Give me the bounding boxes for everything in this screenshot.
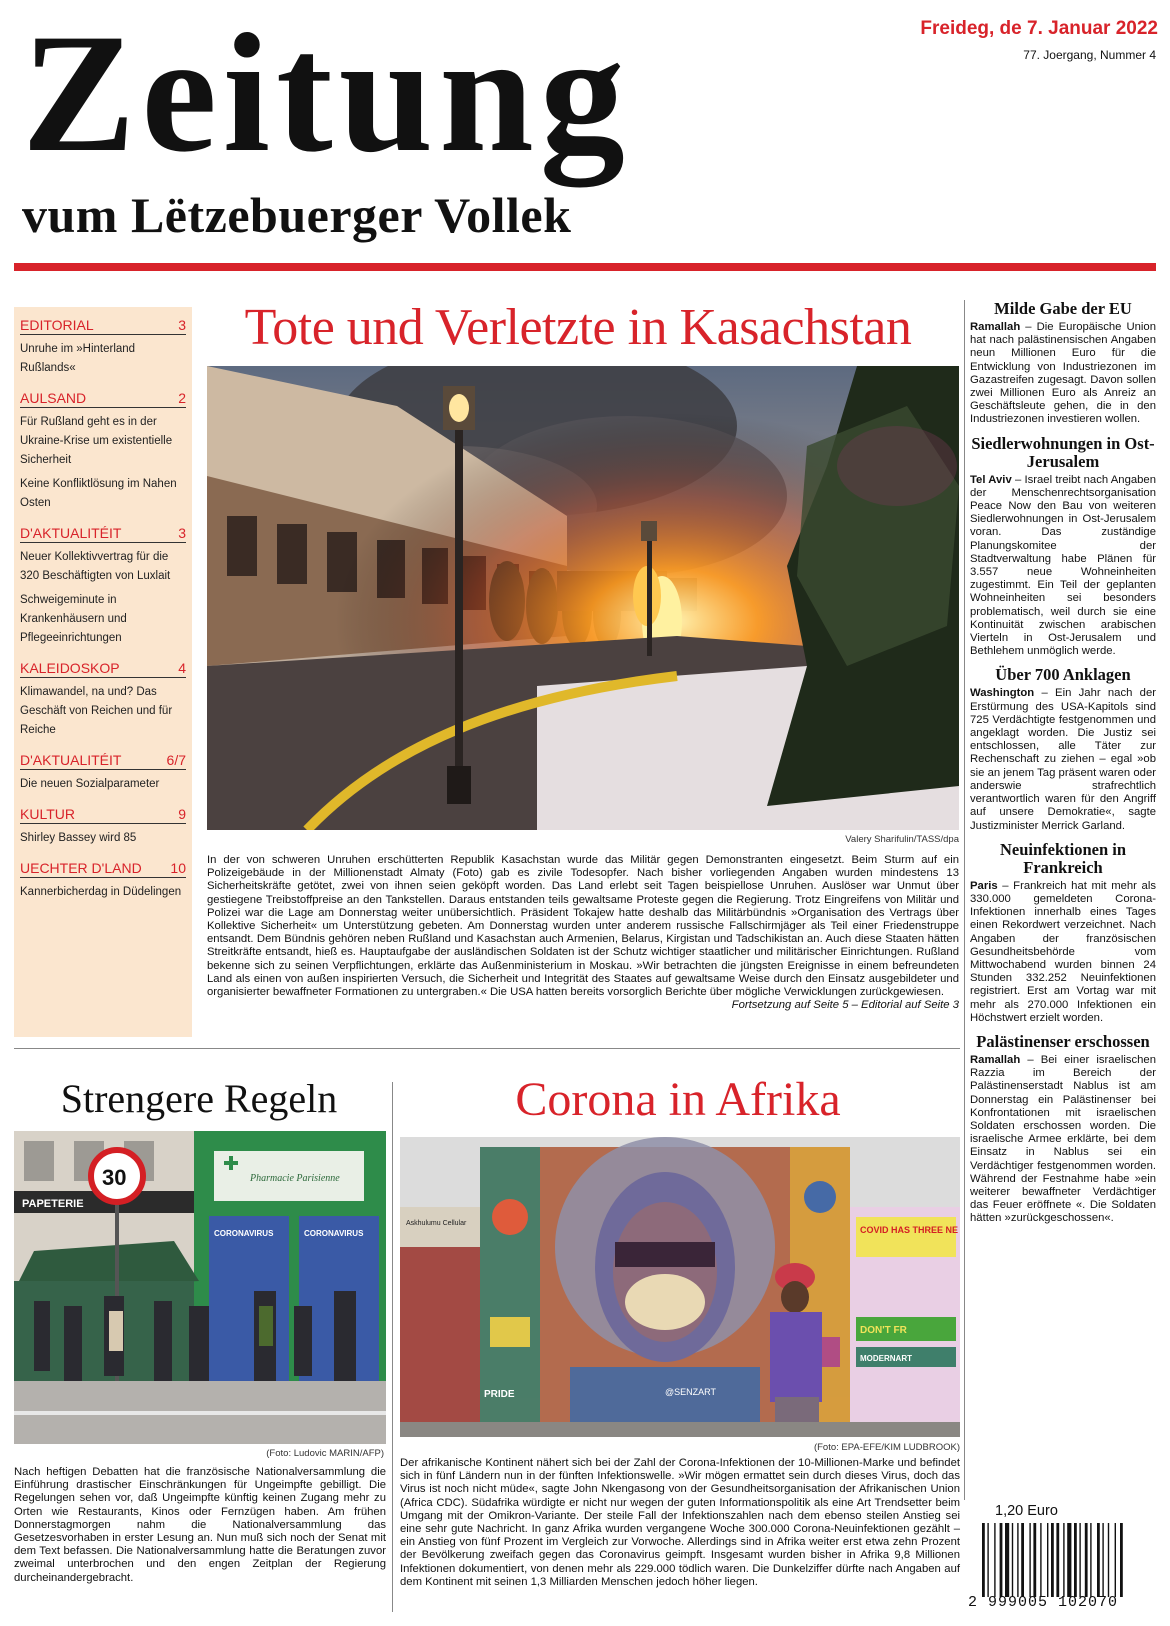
poster-text: CORONAVIRUS: [214, 1229, 274, 1238]
store-sign-text: Askhulumu Cellular: [406, 1220, 467, 1227]
masthead-rule: [14, 263, 1156, 271]
brief-headline[interactable]: Neuinfektionen in Frankreich: [999, 839, 1127, 877]
news-brief: [970, 300, 1156, 427]
story-right-headline[interactable]: Corona in Afrika: [515, 1073, 841, 1126]
story-right-text: Der afrikanische Kontinent nähert sich bei der Zahl der Corona-Infektionen der 10-Millionen-Marke und befindet sich in fünf Ländern nun in der fünften Infektionswelle. »Wir mögen ermattet sein durch dieses Virus, doch das Virus ist noch nicht müde«, sagte John Nkengasong von der Gesundheitsorganisation der Afrikanischen Union (Africa CDC). Südafrika würdigte er nicht nur wegen der guten Informationspolitik als eine Art Trendsetter beim Umgang mit der Omikron-Variante. Der steile Fall der Infektionszahlen nach dem ebenso steilen Anstieg sei eine sehr gute Nachricht. In ganz Afrika wurden vergangene Woche 300.000 Corona-Neuinfektionen gezählt – ein Anstieg von fünf Prozent im Vergleich zur Vorwoche. Allerdings sind in Afrika weiter erst etwa zehn Prozent der Bevölkerung zweifach gegen das Coronavirus geimpft. Insgesamt wurden bisher in Afrika 9,8 Millionen Infektionen dokumentiert, von denen mehr als 229.000 tödlich waren. Die Dunkelziffer dürfte nach Angaben auf dem Kontinent mit seinen 1,3 Milliarden Menschen jedoch höher liegen.: [400, 1457, 960, 1588]
brief-text: Ramallah – Die Europäische Union hat nach palästinensischen Angaben neun Millionen Euro für die Entwicklung von Industriezonen im Gazastreifen zugesagt. Davon sollen zwei Millionen Euro als Anreiz an Geschäftsleute gehen, die in den Industriezonen investieren wollen.: [970, 321, 1156, 426]
index-heading[interactable]: EDITORIAL 3: [20, 317, 186, 333]
brief-headline[interactable]: Milde Gabe der EU: [994, 299, 1132, 318]
brief-headline[interactable]: Palästinenser erschossen: [976, 1031, 1150, 1051]
mural-hashtag-text: @SENZART: [665, 1387, 716, 1397]
story-left-text: Nach heftigen Debatten hat die französische Nationalversammlung die Einführung drastischer Einschränkungen für Ungeimpfte gebilligt. Die Regelungen sehen vor, daß Ungeimpfte künftig keinen Zugang mehr zu Orten wie Restaurants, Kinos oder Fernzügen haben. Am frühen Donnerstagmorgen nahm die Nationalversammlung das Gesetzesvorhaben in erster Lesung an. Nun muß sich noch der Senat mit dem Text befassen. Die Nationalversammlung hatte die Beratungen zuvor zweimal unterbrochen und den engen Zeitplan der Regierung durcheinandergebracht.: [14, 1466, 386, 1584]
mural-sign-text: COVID HAS THREE NE: [860, 1225, 959, 1235]
news-brief: [970, 435, 1156, 659]
index-heading[interactable]: D'AKTUALITÉIT 3: [20, 525, 186, 541]
brief-text: Paris – Frankreich hat mit mehr als 330.000 gemeldeten Corona-Infektionen innerhalb eines Tages einen Rekordwert verzeichnet. Nach Angaben der französischen Gesundheitsbehörde vom Mittwochabend wurden binnen 24 Stunden 332.252 Neuinfektionen registriert. Erst am Vortag war mit mehr als 270.000 Infektionen ein Höchstwert erzielt worden.: [970, 879, 1156, 1024]
story-right-photo-credit: (Foto: EPA-EFE/KIM LUDBROOK): [813, 1442, 960, 1453]
story-left-headline[interactable]: Strengere Regeln: [60, 1076, 338, 1121]
index-item[interactable]: Die neuen Sozialparameter: [20, 778, 160, 790]
news-brief: [970, 1033, 1156, 1226]
index-item[interactable]: Shirley Bassey wird 85: [20, 832, 137, 844]
pharmacy-sign-text: Pharmacie Parisienne: [250, 1173, 340, 1184]
news-briefs-column: [970, 300, 1156, 1234]
story-right-photo: [400, 1137, 960, 1437]
lead-photo-credit: Valery Sharifulin/TASS/dpa: [845, 834, 959, 845]
poster-text: CORONAVIRUS: [304, 1229, 364, 1238]
brief-text: Ramallah – Bei einer israelischen Razzia im Bereich der Palästinenserstadt Nablus ist am Donnerstag ein Palästinenser bei Konfrontationen mit israelischen Soldaten erschossen worden. Die israelische Armee erklärte, bei dem Einsatz in Nablus sei ein Verdächtiger festgenommen worden. Während der Festnahme habe »ein weiterer bewaffneter Verdächtiger das Feuer eröffnete «. Die Soldaten hätten »zurückgeschossen«.: [970, 1053, 1156, 1225]
barcode-number: 2 999005 102070: [968, 1594, 1119, 1611]
pride-text: PRIDE: [484, 1389, 515, 1400]
index-heading[interactable]: UECHTER D'LAND 10: [20, 860, 186, 876]
index-item[interactable]: Für Rußland geht es in der Ukraine-Krise um existentielle Sicherheit: [20, 416, 173, 466]
lead-continuation-link[interactable]: Fortsetzung auf Seite 5 – Editorial auf Seite 3: [731, 999, 959, 1012]
story-left-photo: [14, 1131, 386, 1444]
speed-limit-text: 30: [102, 1165, 127, 1190]
mural-sign-text-2: DON'T FR: [860, 1325, 907, 1336]
mural-sign-text-3: MODERNART: [860, 1354, 912, 1363]
index-item[interactable]: Neuer Kollektivvertrag für die 320 Beschäftigten von Luxlait: [20, 551, 171, 582]
story-divider: [392, 1082, 393, 1612]
masthead-subtitle: vum Lëtzebuerger Vollek: [22, 187, 572, 243]
section-divider: [14, 1048, 960, 1049]
issue-number: 77. Joergang, Nummer 4: [1023, 48, 1156, 62]
barcode-icon: [982, 1523, 1154, 1597]
index-item[interactable]: Schweigeminute in Krankenhäusern und Pflegeeinrichtungen: [20, 594, 127, 644]
column-divider: [964, 300, 965, 1500]
index-item[interactable]: Kannerbicherdag in Düdelingen: [20, 886, 182, 898]
masthead-title: Zeitung: [22, 0, 631, 187]
lead-article-text: In der von schweren Unruhen erschütterten Republik Kasachstan wurde das Militär gegen Demonstranten eingesetzt. Beim Sturm auf ein Polizeigebäude in der Millionenstadt Almaty (Foto) gab es zivile Todesopfer. Nach bisher vorliegenden Angaben wurden mindestens 13 Sicherheitskräfte getötet, zwei von ihnen seien geköpft worden. Das Land erlebt seit Tagen beispiellose Unruhen. Auslöser war Unmut über gestiegene Treibstoffpreise an den Tankstellen. Daraus entstanden teils gewaltsame Proteste gegen die Regierung. Trotz Eingreifens von Militär und Polizei war die Lage am Donnerstag weiter unübersichtlich. Präsident Tokajew hatte deshalb das Militärbündnis »Organisation des Vertrags über Kollektive Sicherheit« um Unterstützung gebeten. Am Donnerstag wurden unter anderem russische Fallschirmjäger als Teil einer Friedenstruppe entsandt. Dem Bündnis gehören neben Rußland und Kasachstan auch Armenien, Belarus, Kirgistan und Tadschikistan an. Auch diese Staaten hätten Streitkräfte entsandt, hieß es. Hauptaufgabe der ausländischen Soldaten ist der Schutz wichtiger staatlicher und militärischer Einrichtungen. Rußland bekenne sich zu seinen Verpflichtungen, erklärte das Außenministerium in Moskau. »Wir betrachten die jüngsten Ereignisse in einem befreundeten Land als einen von außen inspirierten Versuch, die Sicherheit und Integrität des Staates auf gewaltsame Weise durch den Einsatz ausgebildeter und organisierter bewaffneter Formationen zu untergraben.« Die USA hatten bereits vorsorglich Berichte über mögliche Verwicklungen zurückgewiesen. Fortsetzung auf Seite 5 – Editorial auf Seite 3: [207, 854, 959, 1012]
news-brief: [970, 666, 1156, 832]
index-item[interactable]: Keine Konfliktlösung im Nahen Osten: [20, 478, 177, 509]
mural-illustration: [400, 1137, 960, 1437]
index-item[interactable]: Unruhe im »Hinterland Rußlands«: [20, 343, 136, 374]
index-heading[interactable]: AULSAND 2: [20, 390, 186, 406]
brief-headline[interactable]: Siedlerwohnungen in Ost-Jerusalem: [971, 433, 1155, 471]
index-sidebar: [14, 307, 192, 1037]
brief-headline[interactable]: Über 700 Anklagen: [995, 665, 1131, 685]
issue-date: Freideg, de 7. Januar 2022: [920, 18, 1158, 39]
index-item[interactable]: Klimawandel, na und? Das Geschäft von Reichen und für Reiche: [20, 686, 173, 736]
price-label: 1,20 Euro: [995, 1503, 1058, 1519]
shop-sign-text: PAPETERIE: [22, 1198, 84, 1210]
index-heading[interactable]: D'AKTUALITÉIT 6/7: [20, 752, 186, 768]
paris-street-illustration: [14, 1131, 386, 1444]
story-left-photo-credit: (Foto: Ludovic MARIN/AFP): [266, 1448, 384, 1459]
index-heading[interactable]: KULTUR 9: [20, 806, 186, 822]
fire-scene-illustration: [207, 366, 959, 830]
index-heading[interactable]: KALEIDOSKOP 4: [20, 660, 186, 676]
brief-text: Washington – Ein Jahr nach der Erstürmung des USA-Kapitols sind 725 Verdächtigte festgenommen und angeklagt worden. Die Justiz sei entschlossen, alle Täter zur Rechenschaft zu ziehen – egal »ob sie an jenem Tag präsent waren oder anderswie strafrechtlich verantwortlich waren für den Angriff auf unsere Demokratie«, sagte Justizminister Merrick Garland.: [970, 687, 1156, 832]
lead-headline[interactable]: Tote und Verletzte in Kasachstan: [244, 299, 912, 356]
lead-photo: [207, 366, 959, 830]
news-brief: [970, 841, 1156, 1025]
brief-text: Tel Aviv – Israel treibt nach Angaben der Menschenrechtsorganisation Peace Now den Bau von weiteren Siedlerwohnungen in Ost-Jerusalem voran. Das zuständige Planungskomitee der Stadtverwaltung habe Plänen für 3.557 neue Wohneinheiten zugestimmt. Ein Teil der geplanten Wohneinheiten sei besonders problematisch, weil durch sie eine Kontinuität zwischen arabischen Vierteln in Ost-Jerusalem und Bethlehem unmöglich werde.: [970, 473, 1156, 658]
